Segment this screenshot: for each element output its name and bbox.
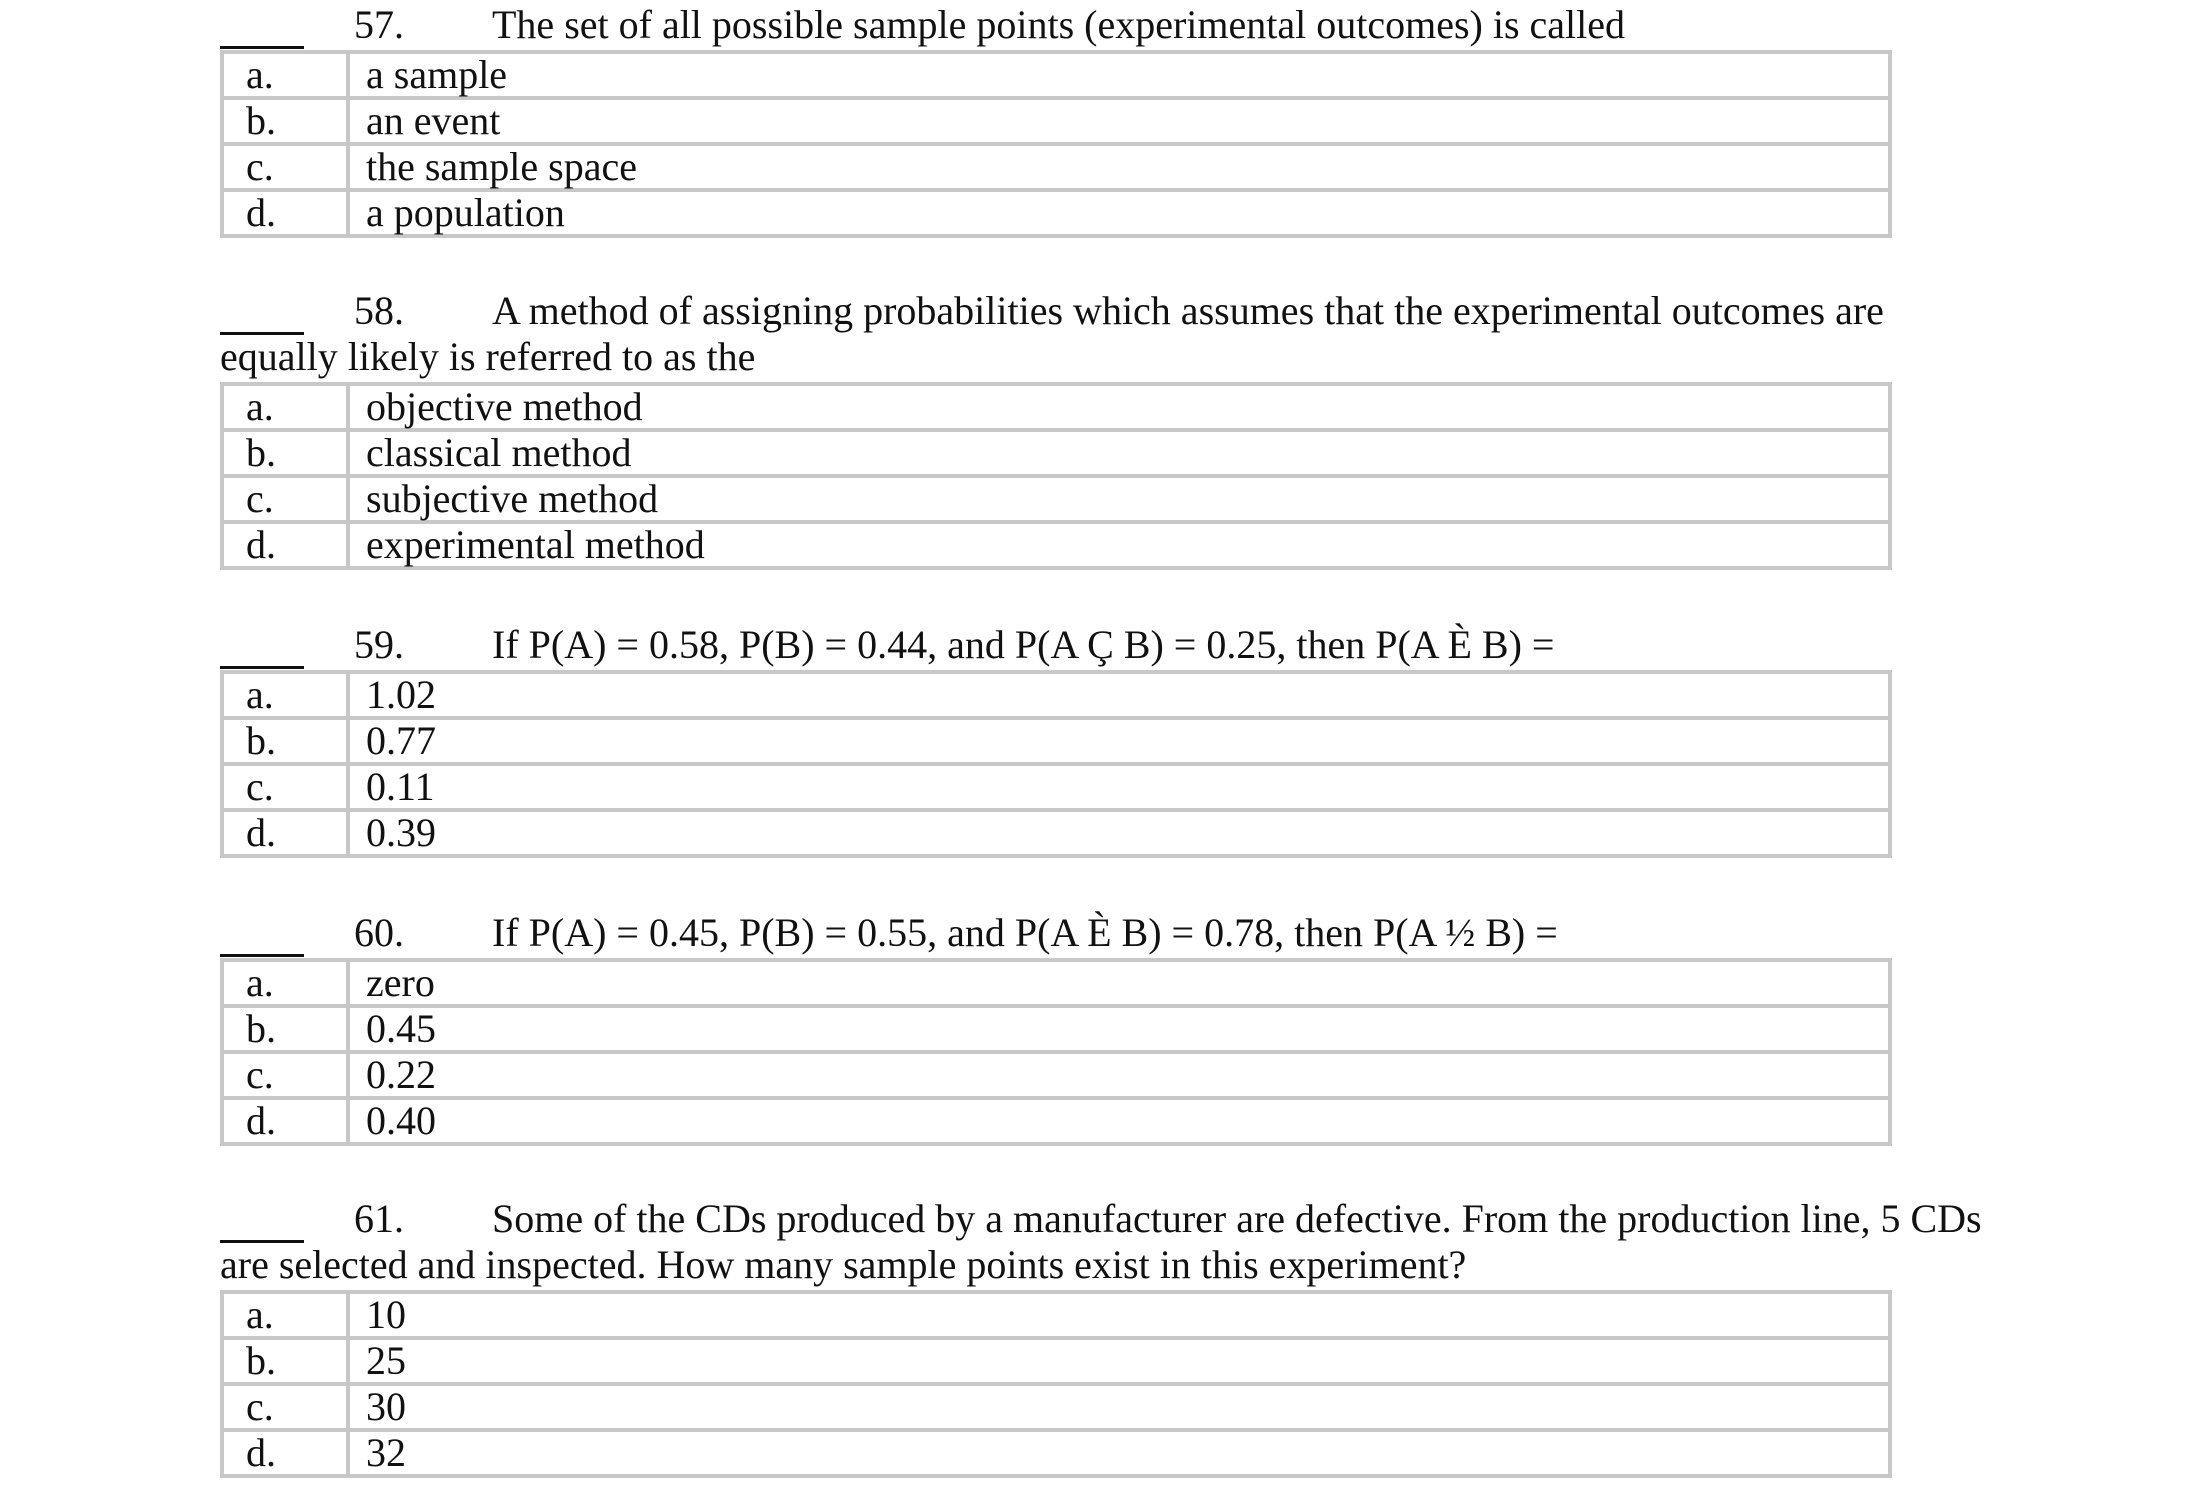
choice-row[interactable] (222, 476, 1890, 522)
choice-text: an event (348, 98, 1890, 144)
choice-letter: d. (222, 810, 348, 856)
choice-letter: a. (222, 52, 348, 98)
question-stem (220, 2, 2062, 48)
choice-text: 32 (348, 1430, 1890, 1476)
choice-letter: d. (222, 1430, 348, 1476)
choice-text: objective method (348, 384, 1890, 430)
choice-row[interactable] (222, 672, 1890, 718)
question-stem (220, 622, 2062, 668)
choice-letter: c. (222, 1052, 348, 1098)
choice-table (220, 1290, 1892, 1478)
choice-letter: b. (222, 1338, 348, 1384)
question-number: 59. (354, 622, 404, 667)
choice-row[interactable] (222, 384, 1890, 430)
choice-row[interactable] (222, 764, 1890, 810)
choice-text: 0.11 (348, 764, 1890, 810)
choice-text: 1.02 (348, 672, 1890, 718)
choice-row[interactable] (222, 1052, 1890, 1098)
choice-text: 0.39 (348, 810, 1890, 856)
choice-letter: d. (222, 522, 348, 568)
question-stem (220, 910, 2062, 956)
choice-text: 10 (348, 1292, 1890, 1338)
choice-row[interactable] (222, 522, 1890, 568)
choice-text: zero (348, 960, 1890, 1006)
choice-row[interactable] (222, 1292, 1890, 1338)
choice-letter: b. (222, 430, 348, 476)
choice-text: classical method (348, 430, 1890, 476)
choice-row[interactable] (222, 144, 1890, 190)
choice-letter: a. (222, 672, 348, 718)
choice-text: 25 (348, 1338, 1890, 1384)
choice-text: a sample (348, 52, 1890, 98)
choice-letter: a. (222, 384, 348, 430)
choice-row[interactable] (222, 960, 1890, 1006)
choice-table (220, 382, 1892, 570)
choice-letter: b. (222, 98, 348, 144)
choice-row[interactable] (222, 1098, 1890, 1144)
question-text: A method of assigning probabilities which assumes that the experimental outcomes are (492, 288, 1884, 333)
choice-row[interactable] (222, 98, 1890, 144)
choice-text: 30 (348, 1384, 1890, 1430)
choice-text: 0.40 (348, 1098, 1890, 1144)
choice-row[interactable] (222, 1338, 1890, 1384)
choice-text: 0.45 (348, 1006, 1890, 1052)
choice-row[interactable] (222, 1430, 1890, 1476)
choice-text: a population (348, 190, 1890, 236)
choice-letter: c. (222, 764, 348, 810)
choice-letter: a. (222, 960, 348, 1006)
choice-row[interactable] (222, 190, 1890, 236)
choice-letter: a. (222, 1292, 348, 1338)
question-number: 61. (354, 1196, 404, 1241)
choice-text: subjective method (348, 476, 1890, 522)
question-number: 58. (354, 288, 404, 333)
choice-row[interactable] (222, 718, 1890, 764)
choice-row[interactable] (222, 1384, 1890, 1430)
choice-text: the sample space (348, 144, 1890, 190)
choice-row[interactable] (222, 1006, 1890, 1052)
question-text: Some of the CDs produced by a manufacturer are defective. From the production line, 5 CDs (492, 1196, 1982, 1241)
choice-letter: c. (222, 144, 348, 190)
question-text-continued: are selected and inspected. How many sample points exist in this experiment? (220, 1242, 1467, 1287)
choice-letter: b. (222, 1006, 348, 1052)
choice-text: experimental method (348, 522, 1890, 568)
question-stem (220, 288, 2062, 380)
choice-row[interactable] (222, 430, 1890, 476)
choice-letter: c. (222, 1384, 348, 1430)
question-text: If P(A) = 0.45, P(B) = 0.55, and P(A È B) = 0.78, then P(A ½ B) = (492, 910, 1558, 955)
choice-table (220, 670, 1892, 858)
question-text-continued: equally likely is referred to as the (220, 334, 756, 379)
choice-letter: d. (222, 1098, 348, 1144)
choice-letter: c. (222, 476, 348, 522)
choice-table (220, 958, 1892, 1146)
choice-row[interactable] (222, 52, 1890, 98)
question-number: 60. (354, 910, 404, 955)
choice-letter: d. (222, 190, 348, 236)
question-stem (220, 1196, 2062, 1288)
choice-text: 0.22 (348, 1052, 1890, 1098)
question-text: The set of all possible sample points (experimental outcomes) is called (492, 2, 1626, 47)
choice-table (220, 50, 1892, 238)
choice-row[interactable] (222, 810, 1890, 856)
question-text: If P(A) = 0.58, P(B) = 0.44, and P(A Ç B) = 0.25, then P(A È B) = (492, 622, 1555, 667)
question-number: 57. (354, 2, 404, 47)
choice-text: 0.77 (348, 718, 1890, 764)
choice-letter: b. (222, 718, 348, 764)
